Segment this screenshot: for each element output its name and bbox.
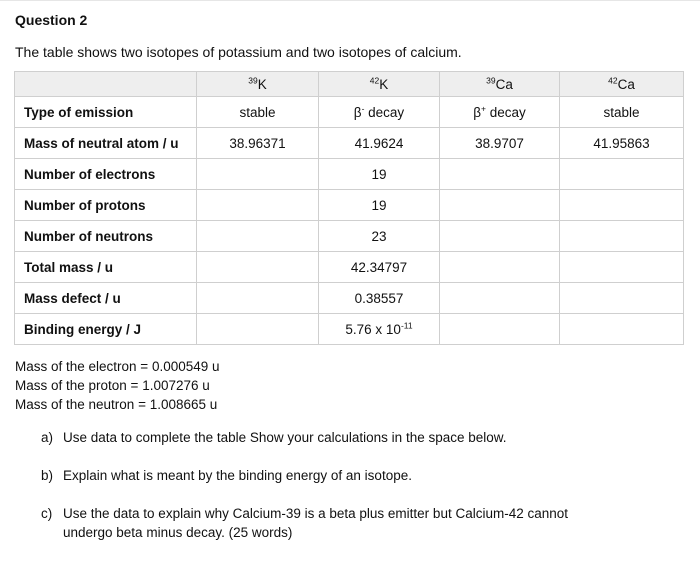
table-row xyxy=(15,159,684,190)
table-cell: 41.9624 xyxy=(319,128,440,159)
table-cell: stable xyxy=(197,97,319,128)
table-cell xyxy=(560,314,684,345)
table-row xyxy=(15,97,684,128)
header-isotope: $^{42}$K xyxy=(319,72,440,97)
table-row xyxy=(15,190,684,221)
question-intro: The table shows two isotopes of potassium and two isotopes of calcium. xyxy=(15,44,462,60)
row-label: Type of emission xyxy=(15,97,197,128)
constant-neutron-mass: Mass of the neutron = 1.008665 u xyxy=(15,397,218,412)
part-label: b) xyxy=(41,468,54,483)
table-cell: 23 xyxy=(319,221,440,252)
table-cell: stable xyxy=(560,97,684,128)
table-row xyxy=(15,252,684,283)
row-label: Mass defect / u xyxy=(15,283,197,314)
isotope-table xyxy=(14,71,684,345)
constant-electron-mass: Mass of the electron = 0.000549 u xyxy=(15,359,220,374)
table-cell xyxy=(440,314,560,345)
table-cell xyxy=(197,283,319,314)
table-cell: 19 xyxy=(319,190,440,221)
header-corner-cell xyxy=(15,72,197,97)
table-row xyxy=(15,283,684,314)
constants-list xyxy=(15,357,220,414)
row-label: Number of electrons xyxy=(15,159,197,190)
row-label: Number of protons xyxy=(15,190,197,221)
part-label: a) xyxy=(41,430,54,445)
table-cell xyxy=(560,252,684,283)
table-cell xyxy=(560,283,684,314)
row-label: Mass of neutral atom / u xyxy=(15,128,197,159)
table-header-row xyxy=(15,72,684,97)
part-text: Use the data to explain why Calcium-39 is a beta plus emitter but Calcium-42 cannot undergo beta minus decay. (25 words) xyxy=(63,506,569,540)
table-cell xyxy=(197,252,319,283)
table-row xyxy=(15,314,684,345)
table-cell: 38.96371 xyxy=(197,128,319,159)
table-cell xyxy=(440,190,560,221)
row-label: Binding energy / J xyxy=(15,314,197,345)
question-title: Question 2 xyxy=(15,12,88,28)
table-row xyxy=(15,221,684,252)
table-cell xyxy=(440,252,560,283)
table-cell xyxy=(560,221,684,252)
table-row xyxy=(15,128,684,159)
header-isotope: $^{39}$K xyxy=(197,72,319,97)
part-text: Use data to complete the table Show your calculations in the space below. xyxy=(63,430,507,445)
table-cell xyxy=(197,221,319,252)
table-cell: 38.9707 xyxy=(440,128,560,159)
constant-proton-mass: Mass of the proton = 1.007276 u xyxy=(15,378,210,393)
table-cell: β- decay xyxy=(319,97,440,128)
table-cell: 42.34797 xyxy=(319,252,440,283)
part-label: c) xyxy=(41,506,53,521)
row-label: Total mass / u xyxy=(15,252,197,283)
table-cell xyxy=(440,283,560,314)
table-cell xyxy=(440,221,560,252)
table-cell xyxy=(560,159,684,190)
header-isotope: $^{42}$Ca xyxy=(560,72,684,97)
part-text: Explain what is meant by the binding energy of an isotope. xyxy=(63,468,412,483)
table-cell xyxy=(197,190,319,221)
table-cell xyxy=(560,190,684,221)
table-cell: 19 xyxy=(319,159,440,190)
table-cell: β+ decay xyxy=(440,97,560,128)
table-cell xyxy=(197,159,319,190)
table-cell xyxy=(440,159,560,190)
table-cell: 5.76 x $10^{-11}$ xyxy=(319,314,440,345)
header-isotope: $^{39}$Ca xyxy=(440,72,560,97)
table-cell: 41.95863 xyxy=(560,128,684,159)
top-divider xyxy=(0,0,700,1)
row-label: Number of neutrons xyxy=(15,221,197,252)
table-cell xyxy=(197,314,319,345)
table-cell: 0.38557 xyxy=(319,283,440,314)
